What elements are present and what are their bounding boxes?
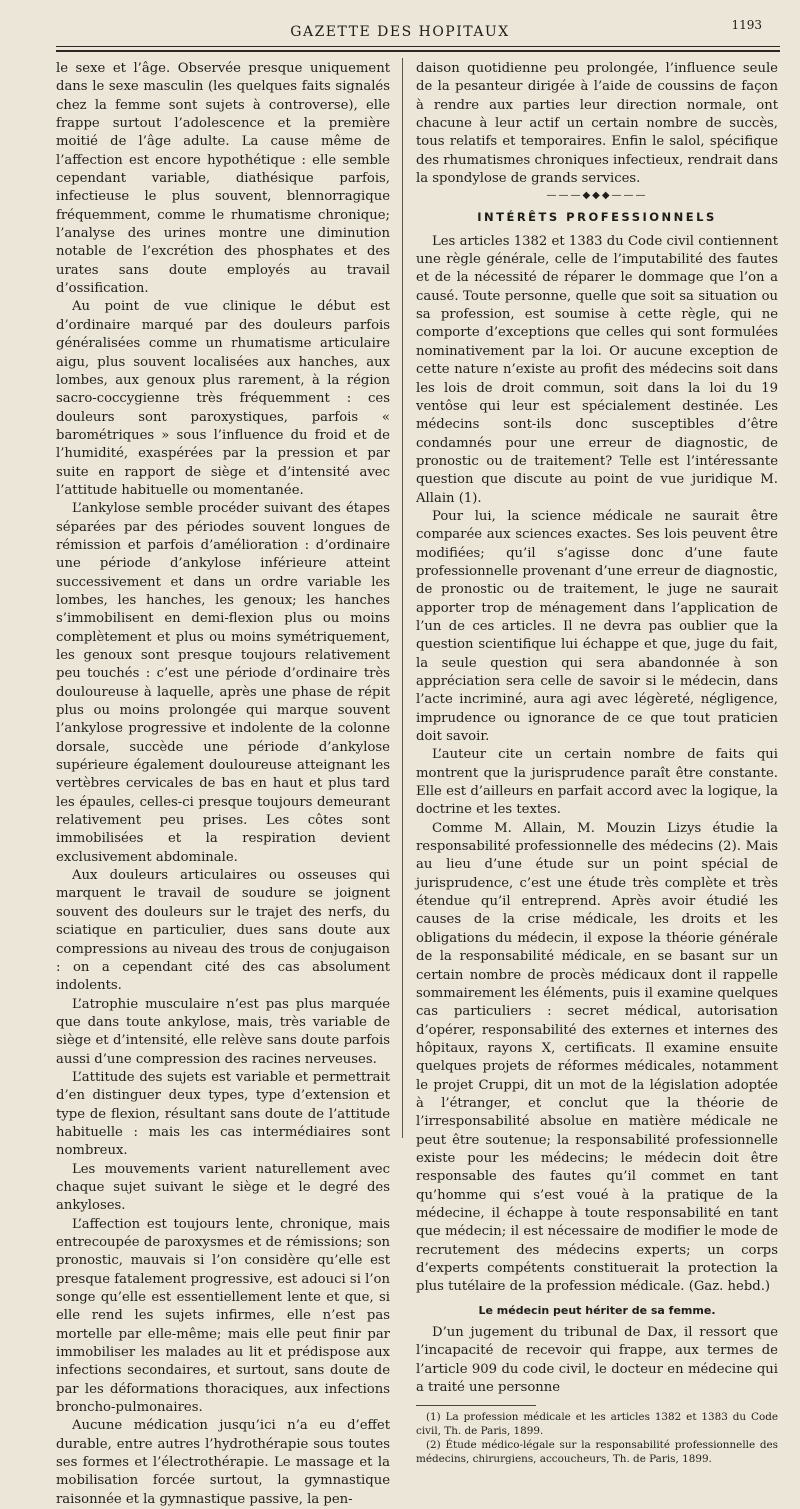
paragraph: L’ankylose semble procéder suivant des étapes séparées par des périodes souvent longues de rémission et parfois d’amélioration : d’ordinaire une période d’ankylose inférieure atteint successivement et dans un ordre variable les lombes, les hanches, les genoux; les hanches s’immobilisent en demi-flexion plus ou moins complètement et plus ou moins symétriquement, les genoux sont presque toujours relativement peu touchés : c’est une période d’ordinaire très douloureuse à laquelle, après une phase de répit plus ou moins prolongée qui marque souvent l’ankylose progressive et indolente de la colonne dorsale, succède une période d’ankylose supérieure également douloureuse atteignant les vertèbres cervicales de bas en haut et plus tard les épaules, celles-ci presque toujours demeurant relativement peu prises. Les côtes sont immobilisées et la respiration devient exclusivement abdominale. <box>56 501 390 865</box>
section-ornament: ———◆◆◆——— <box>546 190 648 202</box>
left-column <box>56 60 390 1509</box>
running-header <box>20 18 780 44</box>
paragraph: L’affection est toujours lente, chronique, mais entrecoupée de paroxysmes et de rémissions; son pronostic, mauvais si l’on considère qu’elle est presque fatalement progressive, est adouci si l’on songe qu’elle est essentiellement lente et que, si elle rend les sujets infirmes, elle n’est pas mortelle par elle-même; mais elle peut finir par immobiliser les malades au lit et prédispose aux infections secondaires, et surtout, sans doute de par les déformations thoraciques, aux infections broncho-pulmonaires. <box>56 1216 390 1416</box>
paragraph: Pour lui, la science médicale ne saurait être comparée aux sciences exactes. Ses lois peuvent être modifiées; qu’il s’agisse donc d’une faute professionnelle provenant d’une erreur de diagnostic, de pronostic ou de traitement, le juge ne saurait apporter trop de ménagement dans l’application de l’un de ces articles. Il ne devra pas oublier que la question scientifique lui échappe et que, juge du fait, la seule question qui sera abandonnée à son appréciation sera celle de savoir si le médecin, dans l’acte incriminé, aura agi avec légèreté, négligence, imprudence ou ignorance de ce que tout praticien doit savoir. <box>416 508 778 745</box>
paragraph: D’un jugement du tribunal de Dax, il ressort que l’incapacité de recevoir qui frappe, aux termes de l’article 909 du code civil, le docteur en médecine qui a traité une personne <box>416 1325 778 1396</box>
paragraph: Au point de vue clinique le début est d’ordinaire marqué par des douleurs parfois généralisées comme un rhumatisme articulaire aigu, plus souvent localisées aux hanches, aux lombes, aux genoux plus rarement, à la région sacro-coccygienne très fréquemment : ces douleurs sont paroxystiques, parfois « barométriques » sous l’influence du froid et de l’humidité, exaspérées par la pression et par suite en rapport de siège et d’intensité avec l’attitude habituelle ou momentanée. <box>56 299 390 498</box>
paragraph: daison quotidienne peu prolongée, l’influence seule de la pesanteur dirigée à l’aide de coussins de façon à rendre aux parties leur direction normale, ont chacune à leur actif un certain nombre de succès, tous relatifs et temporaires. Enfin le salol, spécifique des rhumatismes chroniques infectieux, rendrait dans la spondylose de grands services. <box>416 61 778 187</box>
footnote: (2) Étude médico-légale sur la responsabilité professionnelle des médecins, chirurgiens, accoucheurs, Th. de Paris, 1899. <box>416 1439 778 1466</box>
paragraph: L’auteur cite un certain nombre de faits qui montrent que la jurisprudence paraît être constante. Elle est d’ailleurs en parfait accord avec la logique, la doctrine et les textes. <box>416 747 778 818</box>
header-rule <box>56 46 780 47</box>
header-double-rule <box>56 50 780 52</box>
footnote-rule <box>416 1405 536 1406</box>
paragraph: Aux douleurs articulaires ou osseuses qui marquent le travail de soudure se joignent souvent des douleurs sur le trajet des nerfs, du sciatique en particulier, dues sans doute aux compressions au niveau des trous de conjugaison : on a cependant cité des cas absolument indolents. <box>56 868 390 994</box>
page-number: 1193 <box>731 18 762 32</box>
paragraph: Comme M. Allain, M. Mouzin Lizys étudie la responsabilité professionnelle des médecins (2). Mais au lieu d’une étude sur un point spécial de jurisprudence, c’est une étude très complète et très étendue qu’il entreprend. Après avoir étudié les causes de la crise médicale, les droits et les obligations du médecin, il expose la théorie générale de la responsabilité médicale, en se basant sur un certain nombre de procès médicaux dont il rappelle sommairement les éléments, puis il examine quelques cas particuliers : secret médical, autorisation d’opérer, responsabilité des externes et internes des hôpitaux, rayons X, certificats. Il examine ensuite quelques projets de réformes médicales, notamment le projet Cruppi, dit un mot de la législation adoptée à l’étranger, et conclut que la théorie de l’irresponsabilité absolue en matière médicale ne peut être soutenue; la responsabilité professionnelle existe pour les médecins; le médecin doit être responsable des fautes qu’il commet en tant qu’homme qui s’est voué à la pratique de la médecine, il échappe à toute responsabilité en tant que médecin; il est nécessaire de modifier le mode de recrutement des médecins experts; un corps d’experts compétents constituerait la protection la plus tutélaire de la profession médicale. (Gaz. hebd.) <box>416 820 778 1295</box>
journal-title: GAZETTE DES HOPITAUX <box>290 24 510 40</box>
right-column <box>416 60 778 1466</box>
section-heading: INTÉRÊTS PROFESSIONNELS <box>477 210 717 225</box>
paragraph: Les mouvements varient naturellement avec chaque sujet suivant le siège et le degré des ankyloses. <box>56 1161 390 1214</box>
subheading: Le médecin peut hériter de sa femme. <box>478 1303 716 1317</box>
paragraph: Aucune médication jusqu’ici n’a eu d’effet durable, entre autres l’hydrothérapie sous toutes ses formes et l’électrothérapie. Le massage et la mobilisation forcée surtout, la gymnastique raisonnée et la gymnastique passive, la pen- <box>56 1418 390 1507</box>
column-divider <box>402 58 403 1138</box>
paragraph: Les articles 1382 et 1383 du Code civil contiennent une règle générale, celle de l’imputabilité des fautes et de la nécessité de réparer le dommage que l’on a causé. Toute personne, quelle que soit sa situation ou sa profession, est soumise à cette règle, qui ne comporte d’exceptions que celles qui sont formulées nominativement par la loi. Or aucune exception de cette nature n’existe au profit des médecins soit dans les lois de droit commun, soit dans la loi du 19 ventôse qui leur est spécialement destinée. Les médecins sont-ils donc susceptibles d’être condamnés pour une erreur de diagnostic, de pronostic ou de traitement? Telle est l’intéressante question que discute au point de vue juridique M. Allain (1). <box>416 233 778 506</box>
footnote: (1) La profession médicale et les articles 1382 et 1383 du Code civil, Th. de Paris, 1899. <box>416 1411 778 1438</box>
paragraph: le sexe et l’âge. Observée presque uniquement dans le sexe masculin (les quelques faits signalés chez la femme sont sujets à controverse), elle frappe surtout l’adolescence et la première moitié de l’âge adulte. La cause même de l’affection est encore hypothétique : elle semble cependant variable, diathésique parfois, infectieuse le plus souvent, blennorragique fréquemment, comme le rhumatisme chronique; l’analyse des urines montre une diminution notable de l’excrétion des phosphates et des urates sans doute employés au travail d’ossification. <box>56 61 390 297</box>
paragraph: L’atrophie musculaire n’est pas plus marquée que dans toute ankylose, mais, très variable de siège et d’intensité, elle relève sans doute parfois aussi d’une compression des racines nerveuses. <box>56 996 390 1067</box>
paragraph: L’attitude des sujets est variable et permettrait d’en distinguer deux types, type d’extension et type de flexion, résultant sans doute de l’attitude habituelle : mais les cas intermédiaires sont nombreux. <box>56 1069 390 1159</box>
